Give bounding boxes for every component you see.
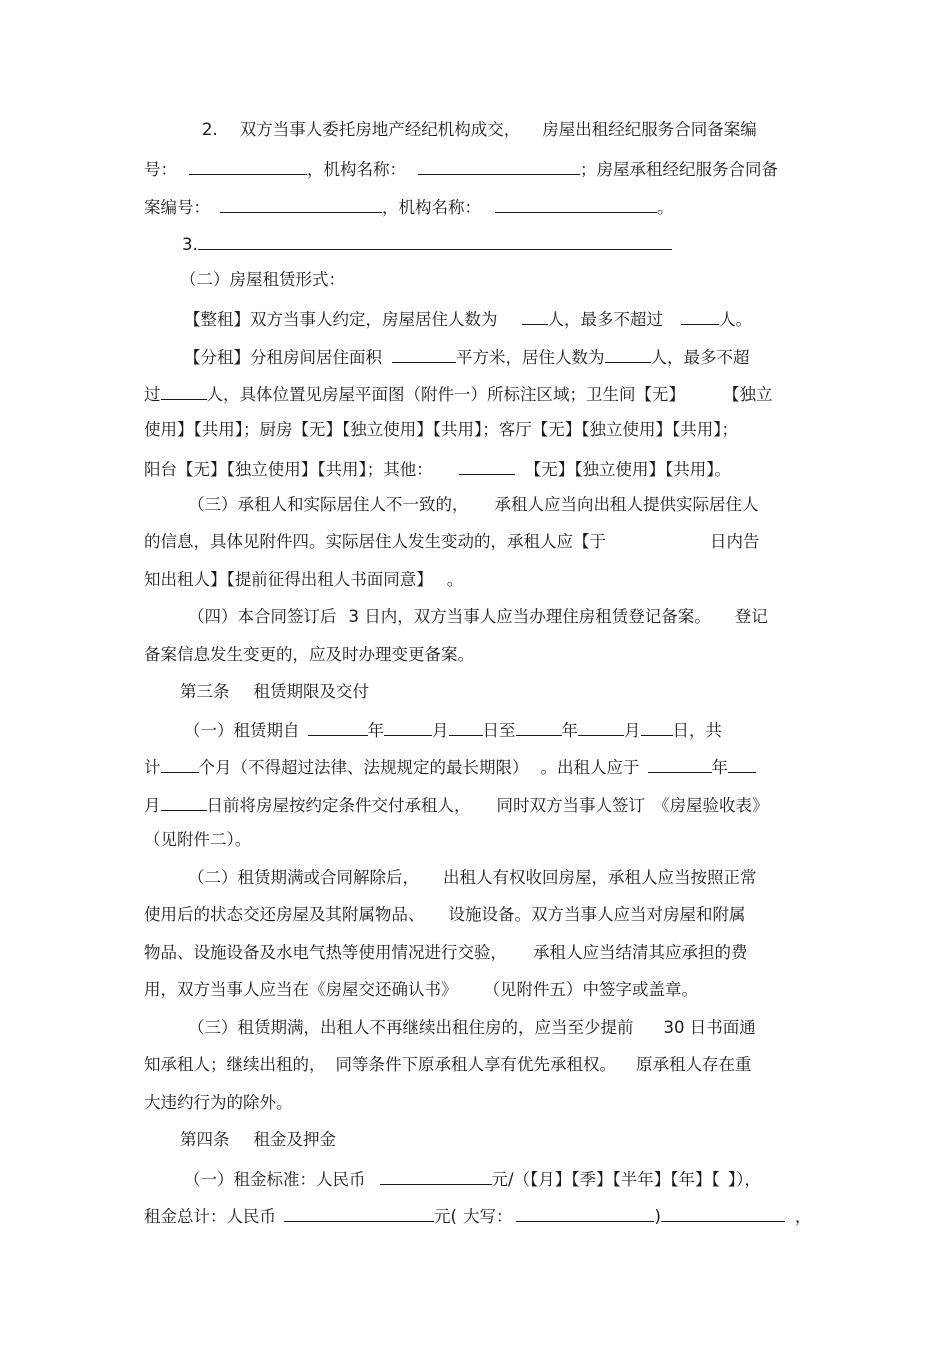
text-line: 案编号： ，机构名称： 。 <box>144 194 806 216</box>
blank-field[interactable] <box>641 717 673 736</box>
text-line: 使用】【共用】；厨房【无】【独立使用】【共用】；客厅【无】【独立使用】【共用】； <box>144 420 738 439</box>
text-line: 知出租人】【提前征得出租人书面同意】 。 <box>144 570 464 589</box>
blank-field[interactable] <box>449 717 483 736</box>
text-line: 月 日前将房屋按约定条件交付承租人， 同时双方当事人签订 《房屋验收表》 <box>144 792 806 814</box>
section-heading: （二）房屋租赁形式： <box>180 270 345 289</box>
blank-field[interactable] <box>392 344 456 363</box>
text-line: 租金总计：人民币 元( 大写： ) ， <box>144 1203 806 1225</box>
text-line: 大违约行为的除外。 <box>144 1093 293 1112</box>
blank-field[interactable] <box>728 754 756 773</box>
blank-field[interactable] <box>495 194 657 213</box>
text-line: （四）本合同签订后 3 日内，双方当事人应当办理住房租赁登记备案。 登记 <box>188 607 768 626</box>
blank-field[interactable] <box>161 792 207 811</box>
article-heading: 第四条 租金及押金 <box>180 1130 336 1149</box>
text-line: 计 个月（不得超过法律、法规规定的最长期限） 。出租人应于 年 <box>144 754 806 776</box>
blank-field[interactable] <box>459 456 515 475</box>
blank-field[interactable] <box>516 717 562 736</box>
blank-field[interactable] <box>605 344 651 363</box>
blank-field[interactable] <box>418 156 580 175</box>
text-line: （二）租赁期满或合同解除后， 出租人有权收回房屋，承租人应当按照正常 <box>188 868 757 887</box>
text-line: 阳台【无】【独立使用】【共用】；其他： 【无】【独立使用】【共用】。 <box>144 456 806 478</box>
blank-field[interactable] <box>648 754 712 773</box>
text-line: 备案信息发生变更的，应及时办理变更备案。 <box>144 645 474 664</box>
text-line: 用，双方当事人应当在《房屋交还确认书》 （见附件五）中签字或盖章。 <box>144 980 698 999</box>
blank-field[interactable] <box>522 306 548 325</box>
blank-field[interactable] <box>681 306 719 325</box>
item-number: 2. <box>202 120 218 139</box>
item-number: 3. <box>182 235 198 254</box>
text-line: 号： ，机构名称： ；房屋承租经纪服务合同备 <box>144 156 806 178</box>
text-line: （一）租赁期自 年 月 日至 年 月 日，共 <box>184 717 810 739</box>
blank-field[interactable] <box>308 717 368 736</box>
text-line <box>144 231 806 253</box>
text-line: （见附件二）。 <box>144 830 252 849</box>
blank-field[interactable] <box>161 754 199 773</box>
blank-field[interactable] <box>384 717 432 736</box>
blank-field[interactable] <box>578 717 624 736</box>
blank-field[interactable] <box>284 1203 434 1222</box>
blank-field[interactable] <box>516 1203 654 1222</box>
text-line: 使用后的状态交还房屋及其附属物品、 设施设备。双方当事人应当对房屋和附属 <box>144 905 746 924</box>
blank-field[interactable] <box>661 1203 785 1222</box>
blank-field[interactable] <box>189 156 307 175</box>
blank-field[interactable] <box>220 194 382 213</box>
text-line: 【分租】分租房间居住面积 平方米，居住人数为 人，最多不超 <box>184 344 810 366</box>
text-line: （一）租金标准：人民币 元/（【月】【季】【半年】【年】【 】）， <box>184 1166 810 1188</box>
text-line: 过 人，具体位置见房屋平面图（附件一）所标注区域；卫生间【无】 【独立 <box>144 381 806 403</box>
text-line: 知承租人；继续出租的， 同等条件下原承租人享有优先承租权。 原承租人存在重 <box>144 1055 752 1074</box>
text-line: 物品、设施设备及水电气热等使用情况进行交验， 承租人应当结清其应承担的费 <box>144 943 748 962</box>
text-line: （三）租赁期满，出租人不再继续出租住房的，应当至少提前 30 日书面通 <box>188 1018 756 1037</box>
text-line: 2. 双方当事人委托房地产经纪机构成交， 房屋出租经纪服务合同备案编 <box>202 120 757 139</box>
article-heading: 第三条 租赁期限及交付 <box>180 682 369 701</box>
blank-field[interactable] <box>161 381 207 400</box>
blank-field[interactable] <box>198 231 672 250</box>
text-line: 【整租】双方当事人约定，房屋居住人数为 人，最多不超过 人。 <box>184 306 810 328</box>
text-line: 的信息，具体见附件四。实际居住人发生变动的，承租人应【于 日内告 <box>144 532 760 551</box>
blank-field[interactable] <box>380 1166 492 1185</box>
text-line: （三）承租人和实际居住人不一致的， 承租人应当向出租人提供实际居住人 <box>188 495 759 514</box>
